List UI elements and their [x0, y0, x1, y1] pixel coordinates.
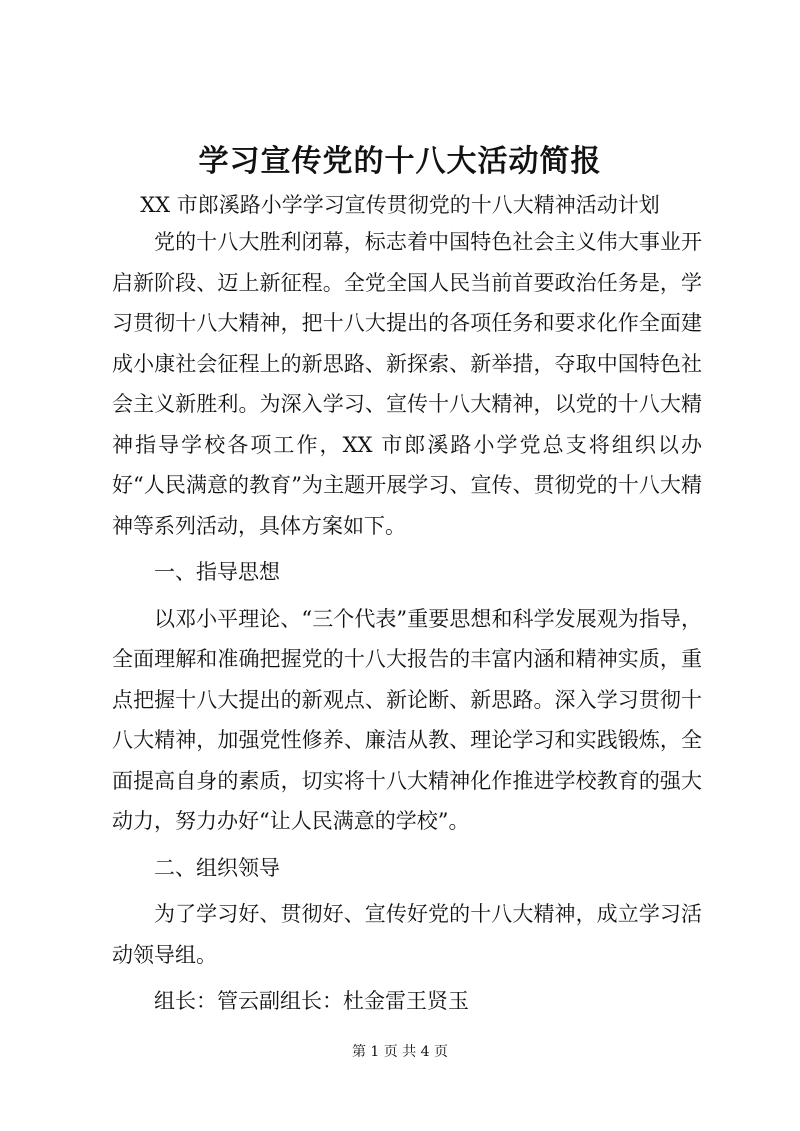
document-title: 学习宣传党的十八大活动简报 [198, 144, 602, 179]
paragraph-guiding-thought: 以邓小平理论、“三个代表”重要思想和科学发展观为指导，全面理解和准确把握党的十八大报告的丰富内涵和精神实质，重点把握十八大提出的新观点、新论断、新思路。深入学习贯彻十八大精神，加强党性修养、廉洁从教、理论学习和实践锻炼，全面提高自身的素质，切实将十八大精神化作推进学校教育的强大动力，努力办好“让人民满意的学校”。 [112, 606, 702, 833]
paragraph-leaders: 组长：管云副组长：杜金雷王贤玉 [154, 989, 469, 1013]
section-heading-organization: 二、组织领导 [154, 855, 280, 880]
section-heading-guiding-thought: 一、指导思想 [154, 560, 280, 584]
page-footer: 第 1 页 共 4 页 [351, 1044, 449, 1060]
paragraph-organization: 为了学习好、贯彻好、宣传好党的十八大精神，成立学习活动领导组。 [112, 902, 702, 967]
paragraph-intro: 党的十八大胜利闭幕，标志着中国特色社会主义伟大事业开启新阶段、迈上新征程。全党全国人民当前首要政治任务是，学习贯彻十八大精神，把十八大提出的各项任务和要求化作全面建成小康社会征程上的新思路、新探索、新举措，夺取中国特色社会主义新胜利。为深入学习、宣传十八大精神，以党的十八大精神指导学校各项工作，XX 市郎溪路小学党总支将组织以办好“人民满意的教育”为主题开展学习、宣传、贯彻党的十八大精神等系列活动，具体方案如下。 [112, 230, 702, 538]
document-body [112, 222, 702, 1022]
document-subtitle: XX 市郎溪路小学学习宣传贯彻党的十八大精神活动计划 [140, 193, 660, 217]
